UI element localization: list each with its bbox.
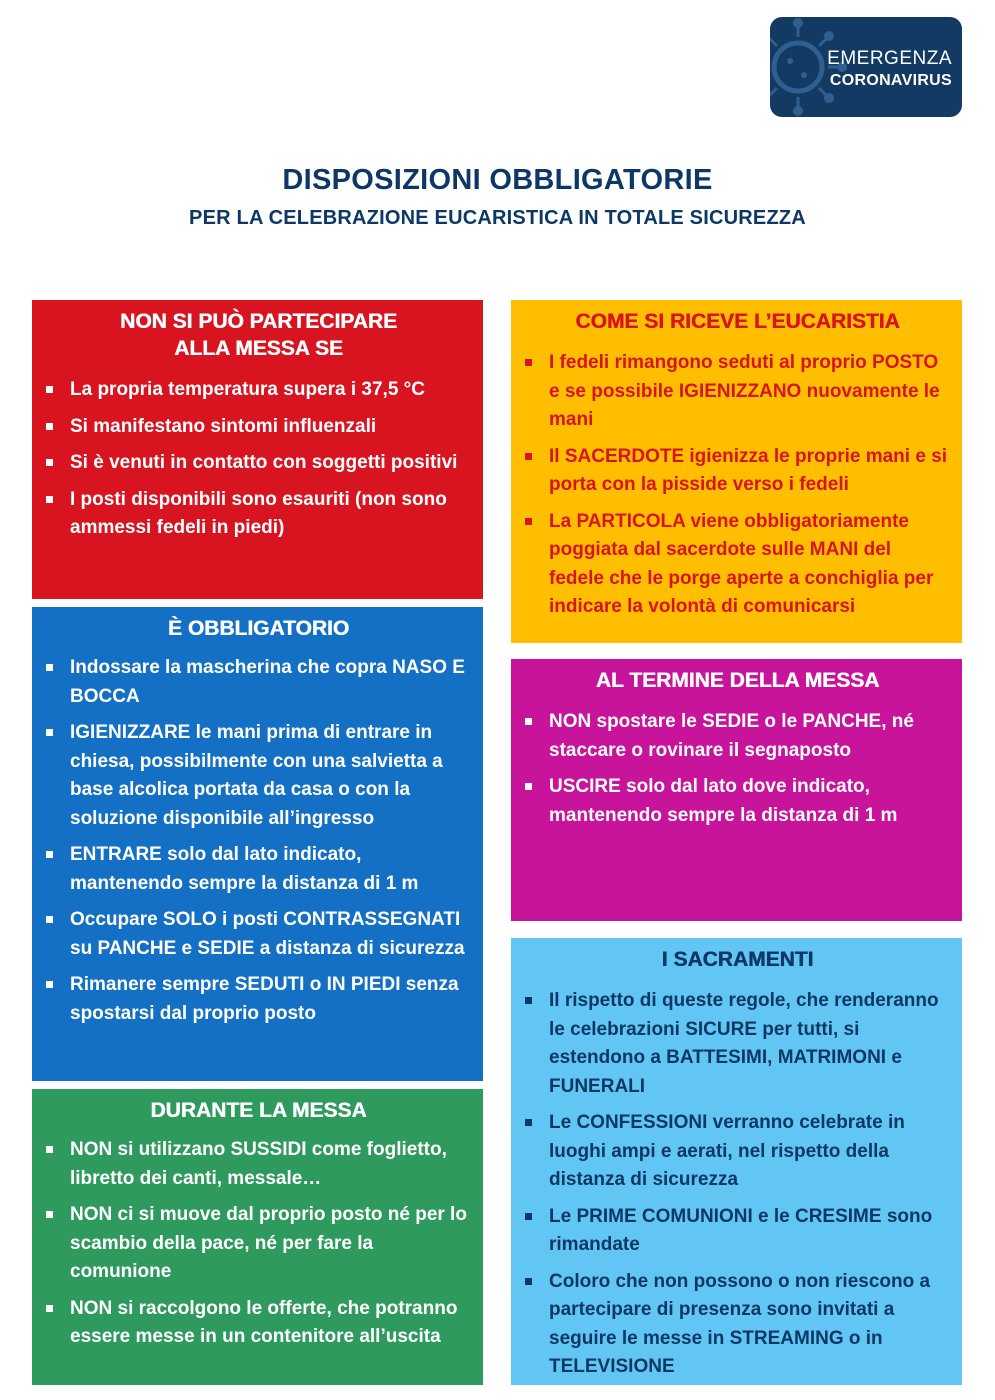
- emergenza-coronavirus-logo: [770, 17, 962, 117]
- section-durante-la-messa: [32, 1089, 483, 1385]
- list-item: Occupare SOLO i posti CONTRASSEGNATI su PANCHE e SEDIE a distanza di sicurezza: [46, 906, 471, 963]
- rule-list: [525, 708, 950, 830]
- list-item: Il rispetto di queste regole, che renderanno le celebrazioni SICURE per tutti, si estendono a BATTESIMI, MATRIMONI e FUNERALI: [525, 987, 950, 1101]
- heading-line-1: NON SI PUÒ PARTECIPARE: [120, 310, 397, 333]
- list-item: NON spostare le SEDIE o le PANCHE, né staccare o rovinare il segnaposto: [525, 708, 950, 765]
- list-item: NON si utilizzano SUSSIDI come foglietto, libretto dei canti, messale…: [46, 1136, 471, 1193]
- list-item: La PARTICOLA viene obbligatoriamente poggiata dal sacerdote sulle MANI del fedele che le porge aperte a conchiglia per indicare la volontà di comunicarsi: [525, 508, 950, 622]
- logo-line-1: EMERGENZA: [827, 48, 952, 69]
- rule-list: [525, 349, 950, 622]
- section-termine-messa: [511, 659, 962, 921]
- rule-list: [525, 987, 950, 1382]
- rule-list: [46, 654, 471, 1028]
- rule-list: [46, 1136, 471, 1352]
- list-item: Il SACERDOTE igienizza le proprie mani e si porta con la pisside verso i fedeli: [525, 443, 950, 500]
- section-heading: [46, 308, 471, 362]
- list-item: I fedeli rimangono seduti al proprio POSTO e se possibile IGIENIZZANO nuovamente le mani: [525, 349, 950, 435]
- section-heading: COME SI RICEVE L’EUCARISTIA: [575, 310, 900, 333]
- list-item: NON si raccolgono le offerte, che potranno essere messe in un contenitore all’uscita: [46, 1295, 471, 1352]
- list-item: ENTRARE solo dal lato indicato, mantenendo sempre la distanza di 1 m: [46, 841, 471, 898]
- section-heading: I SACRAMENTI: [661, 948, 814, 971]
- list-item: NON ci si muove dal proprio posto né per lo scambio della pace, né per fare la comunione: [46, 1201, 471, 1287]
- page-subtitle: PER LA CELEBRAZIONE EUCARISTICA IN TOTALE SICUREZZA: [189, 207, 806, 229]
- section-heading: AL TERMINE DELLA MESSA: [595, 669, 880, 692]
- section-obbligatorio: [32, 607, 483, 1081]
- list-item: Rimanere sempre SEDUTI o IN PIEDI senza spostarsi dal proprio posto: [46, 971, 471, 1028]
- section-sacramenti: [511, 938, 962, 1385]
- page-title: DISPOSIZIONI OBBLIGATORIE: [282, 164, 713, 196]
- list-item: Le CONFESSIONI verranno celebrate in luoghi ampi e aerati, nel rispetto della distanza di sicurezza: [525, 1109, 950, 1195]
- rule-list: [46, 376, 471, 543]
- list-item: IGIENIZZARE le mani prima di entrare in chiesa, possibilmente con una salvietta a base alcolica portata da casa o con la soluzione disponibile all’ingresso: [46, 719, 471, 833]
- list-item: La propria temperatura supera i 37,5 °C: [46, 376, 471, 405]
- heading-line-2: ALLA MESSA SE: [174, 337, 343, 360]
- list-item: Si manifestano sintomi influenzali: [46, 413, 471, 442]
- list-item: Si è venuti in contatto con soggetti positivi: [46, 449, 471, 478]
- list-item: Le PRIME COMUNIONI e le CRESIME sono rimandate: [525, 1203, 950, 1260]
- list-item: Indossare la mascherina che copra NASO E BOCCA: [46, 654, 471, 711]
- list-item: Coloro che non possono o non riescono a partecipare di presenza sono invitati a seguire le messe in STREAMING o in TELEVISIONE: [525, 1268, 950, 1382]
- section-non-partecipare: [32, 300, 483, 599]
- list-item: I posti disponibili sono esauriti (non sono ammessi fedeli in piedi): [46, 486, 471, 543]
- list-item: USCIRE solo dal lato dove indicato, mantenendo sempre la distanza di 1 m: [525, 773, 950, 830]
- section-heading: DURANTE LA MESSA: [150, 1099, 367, 1122]
- section-heading: È OBBLIGATORIO: [167, 617, 350, 640]
- section-eucaristia: [511, 300, 962, 643]
- logo-line-2: CORONAVIRUS: [829, 72, 952, 89]
